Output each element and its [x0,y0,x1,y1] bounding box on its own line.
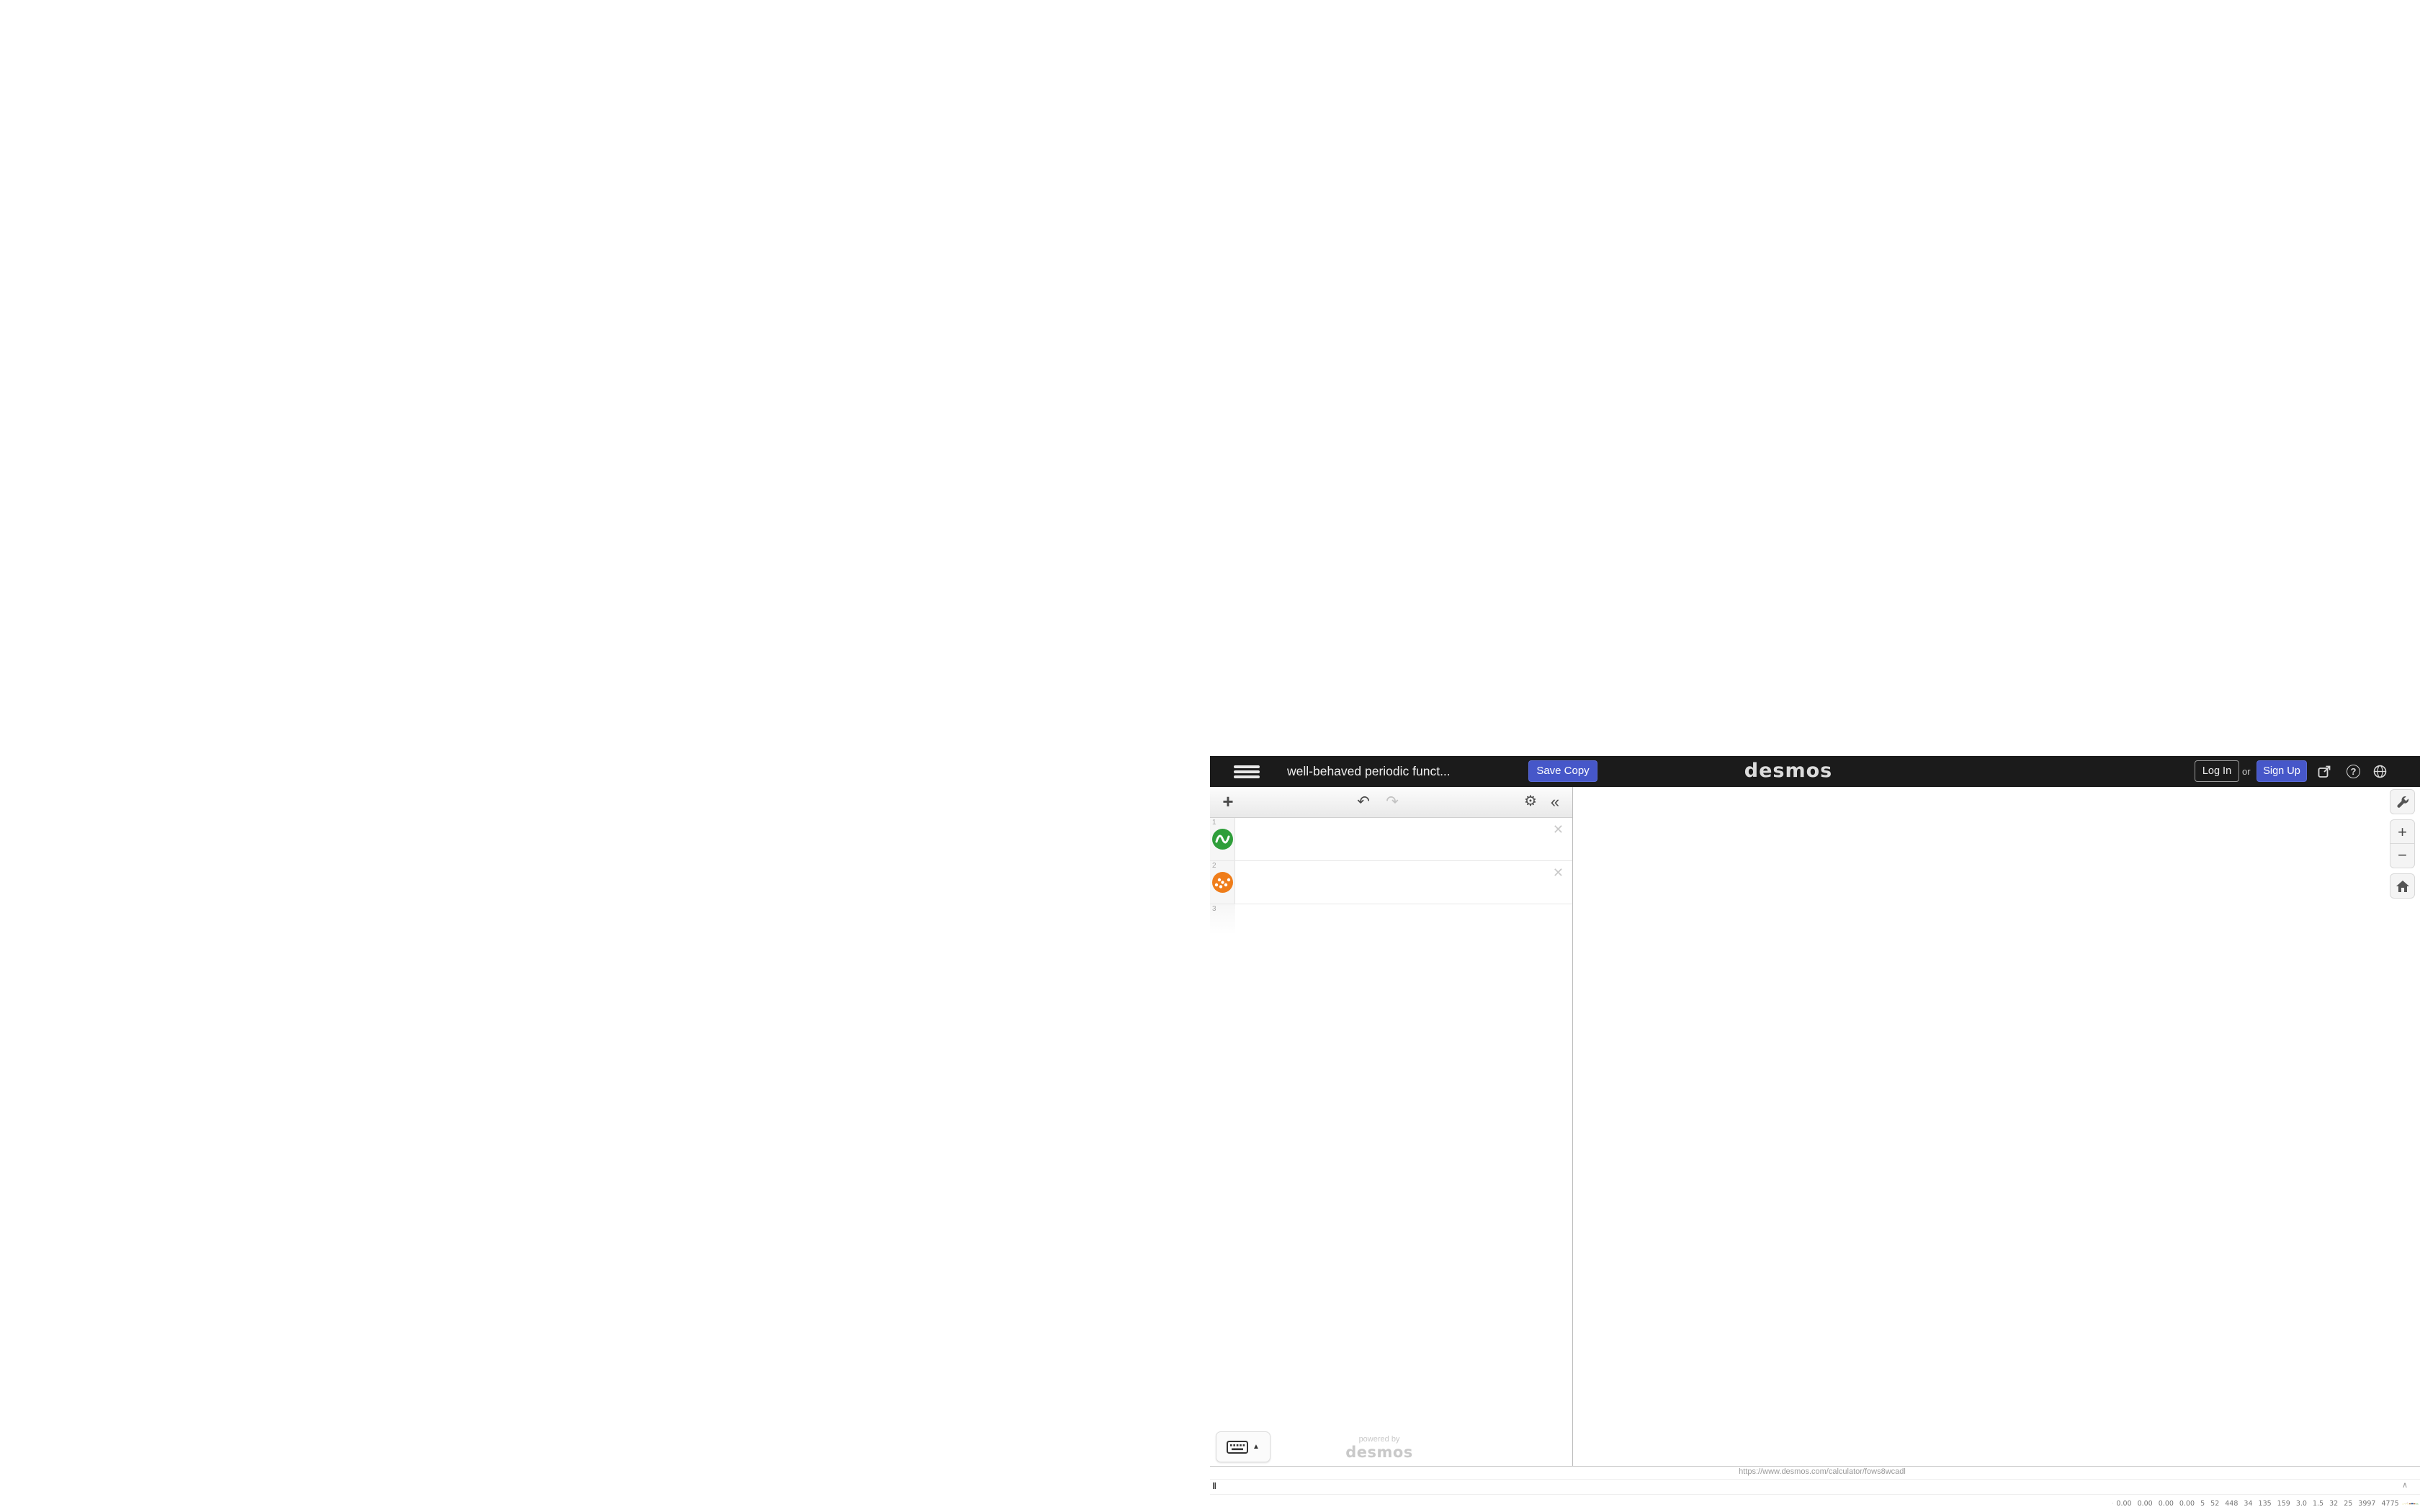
keyboard-icon [1227,1440,1248,1454]
desmos-logo[interactable]: desmos [1744,760,1833,782]
powered-by-watermark: powered by desmos [1345,1435,1413,1461]
expression-row-2[interactable] [1210,861,1572,904]
save-copy-button[interactable]: Save Copy [1528,760,1597,782]
expression-row-1[interactable] [1210,818,1572,861]
pinned-indicator-bars: ‖ [1212,1481,1217,1491]
expression-row-3-empty[interactable] [1210,904,1235,935]
or-label: or [2242,766,2251,777]
share-icon[interactable] [2318,765,2331,778]
system-monitor-widget [2112,1495,2419,1511]
monitor-numbers: 0.00 0.00 0.00 0.00 5 52 448 34 135 159 3.0 1.5 32 25 3997 4775 [2116,1499,2399,1508]
zoom-in-button[interactable]: + [2390,819,2415,844]
plot-canvas [1573,787,2420,1466]
language-globe-icon[interactable] [2373,765,2387,778]
home-icon [2396,880,2410,893]
add-expression-button[interactable]: + [1222,791,1234,812]
graph-title[interactable]: well-behaved periodic funct... [1287,764,1451,778]
keyboard-up-arrow-icon: ▲ [1252,1443,1260,1451]
graph-paper[interactable] [1573,787,2420,1466]
browser-chrome [1210,1466,2420,1512]
redo-button[interactable]: ↷ [1386,793,1399,810]
settings-gear-icon[interactable]: ⚙ [1524,793,1537,809]
expression-index: 3 [1212,905,1216,913]
undo-button[interactable]: ↶ [1357,793,1370,810]
collapse-chevron-icon[interactable]: ∧ [2402,1481,2408,1490]
home-view-button[interactable] [2390,873,2415,899]
monitor-chevrons-icon [2112,1499,2113,1508]
expression-index: 1 [1212,819,1216,827]
collapse-panel-button[interactable]: « [1550,793,1560,811]
help-icon[interactable]: ? [2347,765,2360,778]
nav-bar [1210,1467,2420,1480]
desmos-header-bar [1210,756,2420,787]
close-icon[interactable]: ✕ [1552,865,1564,880]
address-bar-url[interactable]: https://www.desmos.com/calculator/fows8wcadl [1739,1467,1906,1476]
wrench-icon [2396,795,2410,809]
log-in-button[interactable]: Log In [2195,760,2239,782]
hamburger-menu-icon[interactable] [1234,763,1260,780]
monitor-mini-charts [2402,1495,2419,1511]
sign-up-button[interactable]: Sign Up [2257,760,2307,782]
green-sine-circle-icon[interactable] [1212,829,1233,850]
expression-panel [1210,787,1573,1466]
graph-settings-wrench-button[interactable] [2390,789,2415,814]
expression-toolbar [1210,787,1572,818]
quadrant-bottom-right [1210,756,2420,1512]
zoom-out-button[interactable]: − [2390,844,2415,868]
bookmarks-bar [1210,1479,2420,1495]
orange-dots-circle-icon[interactable] [1212,872,1233,893]
show-keyboard-button[interactable] [1216,1431,1270,1462]
tab-bar [1210,1494,2420,1512]
close-icon[interactable]: ✕ [1552,822,1564,837]
expression-index: 2 [1212,862,1216,870]
